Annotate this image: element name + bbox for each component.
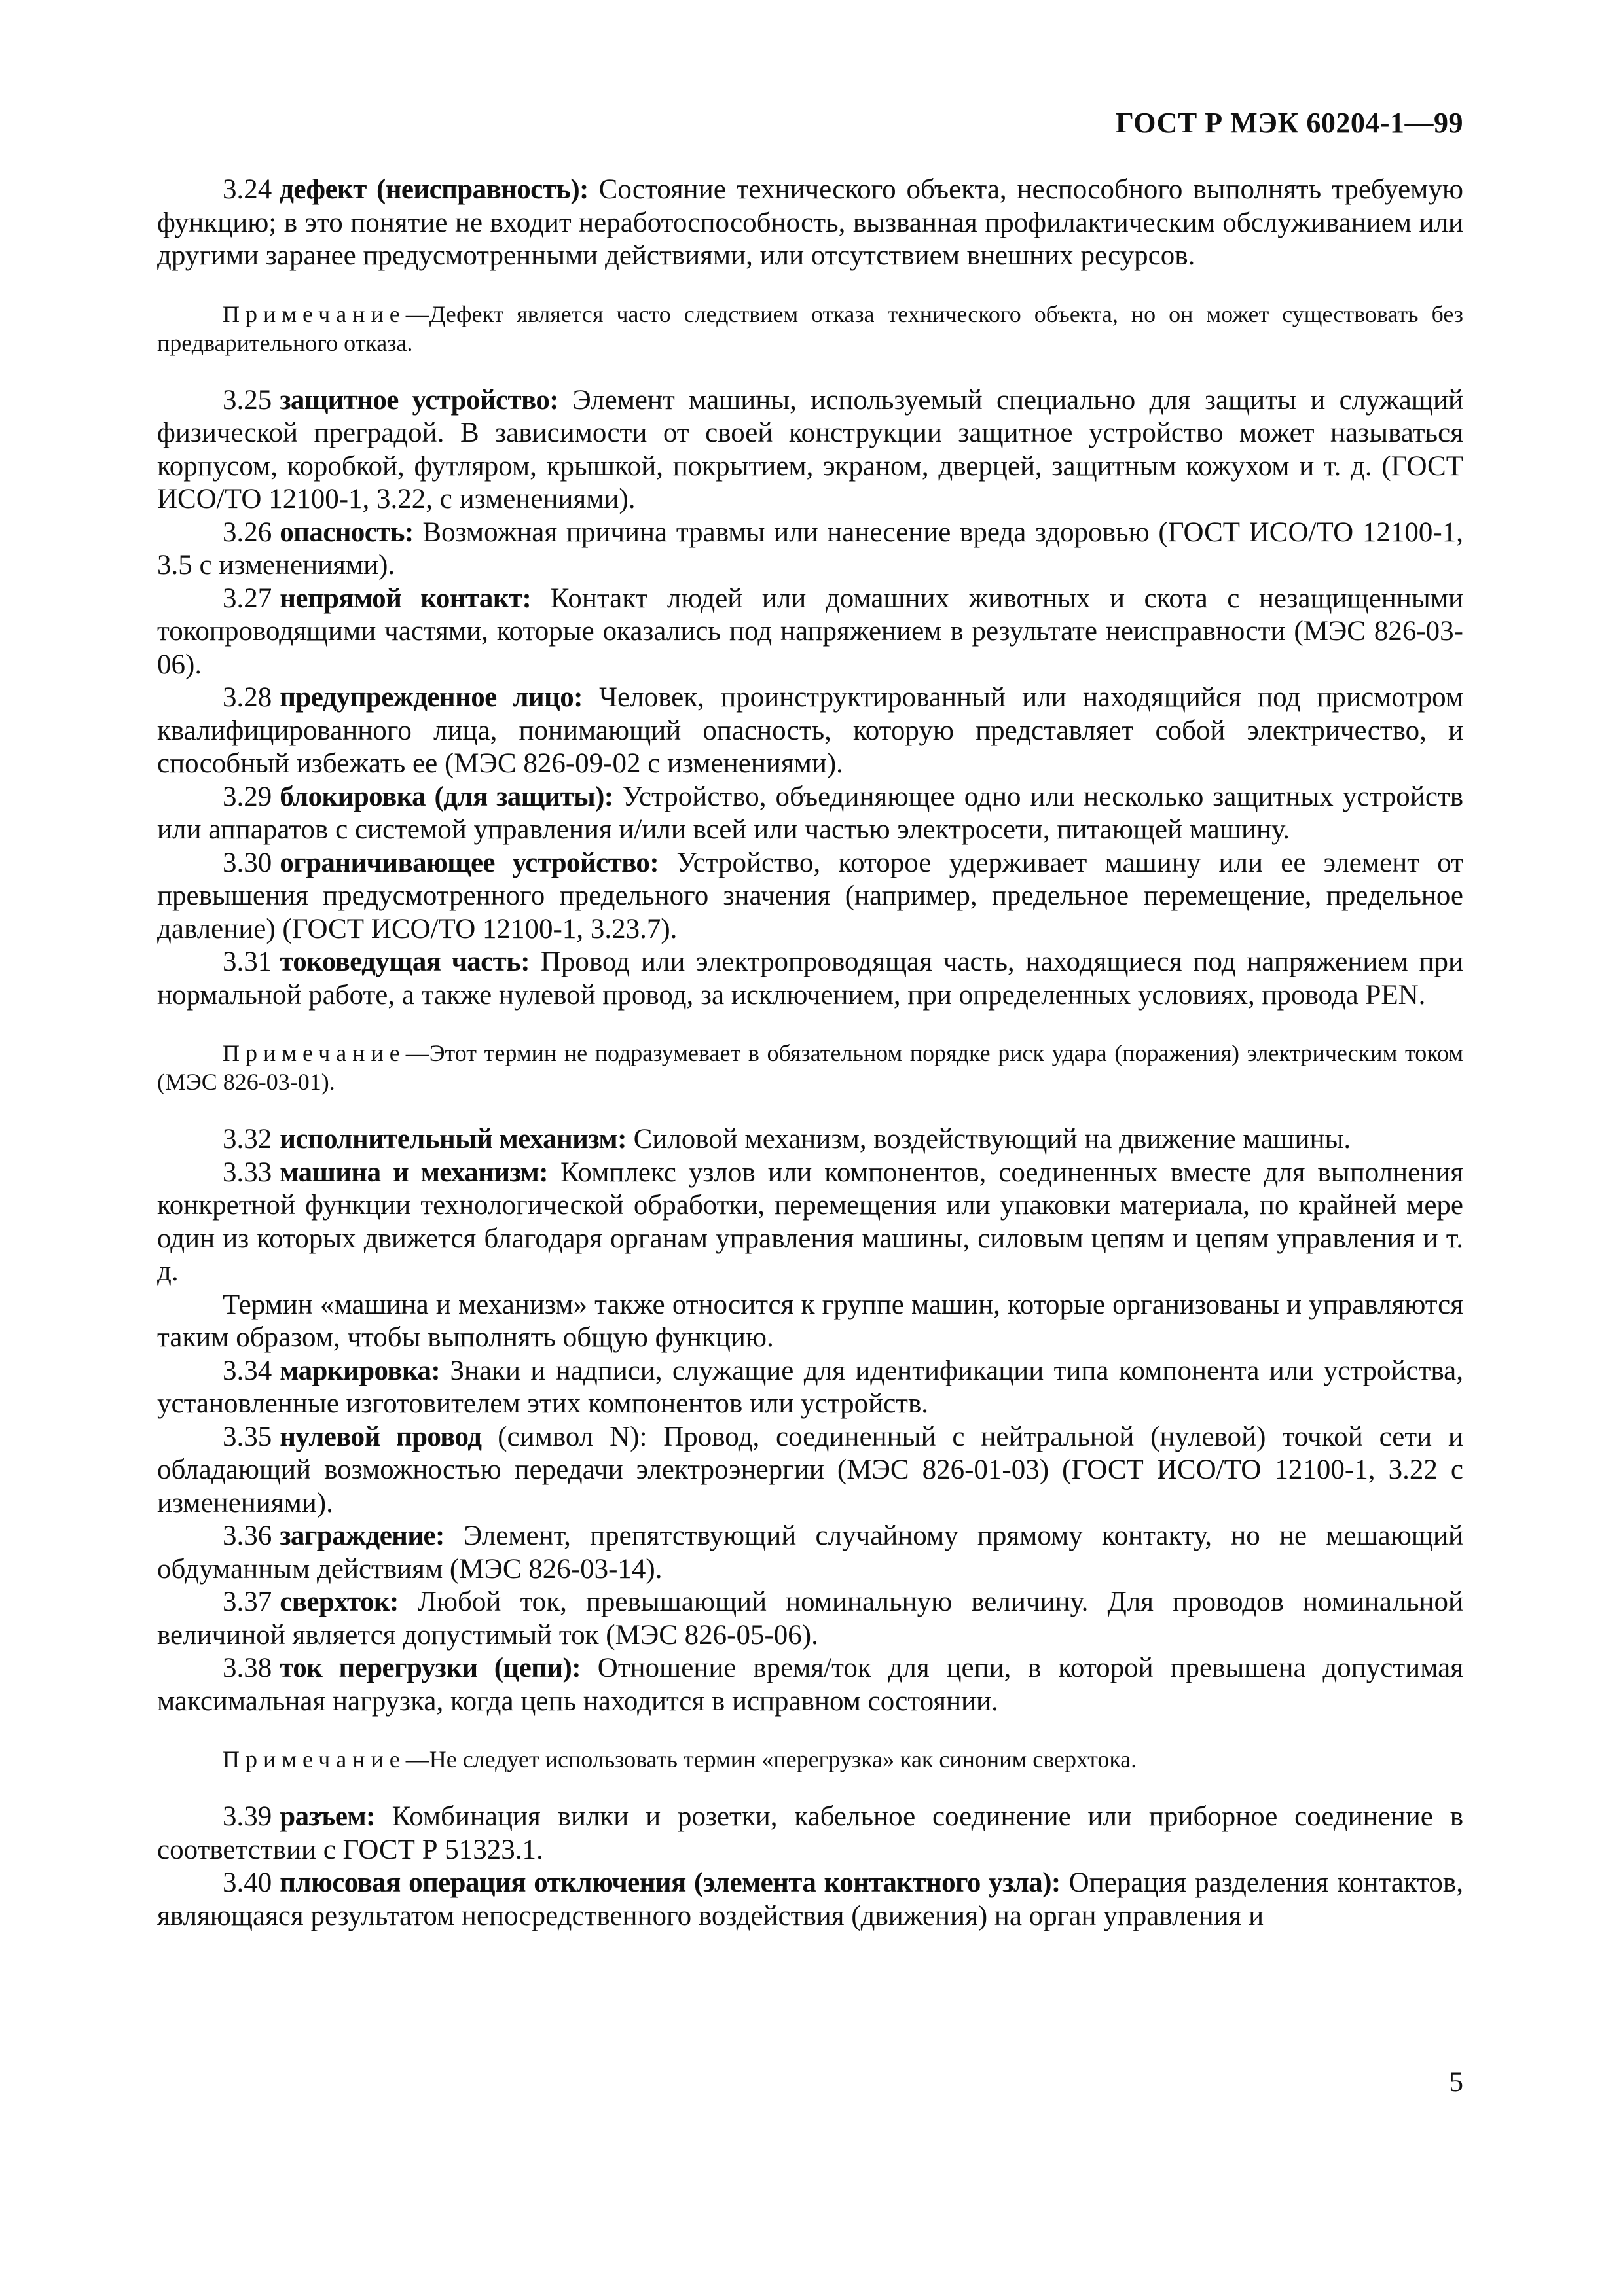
definition-3-29	[157, 781, 1463, 847]
clause-number: 3.29	[223, 781, 272, 812]
definition-continuation	[157, 1289, 1463, 1355]
defined-term: ограничивающее устройство:	[280, 847, 659, 878]
definition-text: Любой ток, превышающий номинальную величину. Для проводов номинальной величиной является допустимый ток (МЭС 826-05-06).	[157, 1587, 1463, 1651]
definition-text: Знаки и надписи, служащие для идентификации типа компонента или устройства, установленные изготовителем этих компонентов или устройств.	[157, 1355, 1463, 1419]
note-paragraph	[157, 300, 1463, 357]
note-label: Примечание	[223, 1040, 406, 1066]
defined-term: исполнительный механизм:	[280, 1124, 627, 1155]
clause-number: 3.37	[223, 1587, 272, 1617]
defined-term: плюсовая операция отключения (элемента контактного узла):	[280, 1867, 1061, 1898]
definition-3-27	[157, 583, 1463, 682]
definition-3-34	[157, 1355, 1463, 1421]
definition-text: Элемент машины, используемый специально для защиты и служащий физической преградой. В зависимости от своей конструкции защитное устройство может называться корпусом, коробкой, футляром, крышкой, покрытием, экраном, дверцей, защитным кожухом и т. д. (ГОСТ ИСО/ТО 12100-1, 3.22, с изменениями).	[157, 384, 1463, 514]
page-number: 5	[1449, 2067, 1463, 2098]
note-label: Примечание	[223, 300, 406, 327]
defined-term: машина и механизм:	[280, 1157, 548, 1188]
defined-term: заграждение:	[280, 1520, 445, 1551]
defined-term: опасность:	[280, 516, 414, 548]
defined-term: предупрежденное лицо:	[280, 682, 583, 713]
clause-number: 3.36	[223, 1520, 272, 1551]
clause-number: 3.24	[223, 174, 272, 205]
definition-text: Провод или электропроводящая часть, находящиеся под напряжением при нормальной работе, а также нулевой провод, за исключением, при определенных условиях, провода PEN.	[157, 946, 1463, 1011]
clause-number: 3.34	[223, 1355, 272, 1386]
defined-term: разъем:	[280, 1801, 375, 1832]
definition-3-36	[157, 1520, 1463, 1586]
defined-term: блокировка (для защиты):	[280, 781, 613, 812]
definition-3-31	[157, 946, 1463, 1012]
document-body	[157, 173, 1463, 1933]
definition-3-24	[157, 173, 1463, 273]
definition-text: Устройство, объединяющее одно или несколько защитных устройств или аппаратов с системой управления и/или всей или частью электросети, питающей машину.	[157, 781, 1464, 845]
definition-3-37	[157, 1586, 1463, 1652]
clause-number: 3.38	[223, 1653, 272, 1683]
definition-3-28	[157, 681, 1463, 781]
defined-term: непрямой контакт:	[280, 583, 532, 614]
note-text: Дефект является часто следствием отказа технического объекта, но он может существовать без предварительного отказа.	[157, 300, 1463, 356]
clause-number: 3.28	[223, 682, 272, 713]
definition-text: Термин «машина и механизм» также относится к группе машин, которые организованы и управляются таким образом, чтобы выполнять общую функцию.	[157, 1289, 1463, 1353]
definition-text: Возможная причина травмы или нанесение вреда здоровью (ГОСТ ИСО/ТО 12100-1, 3.5 с изменениями).	[157, 516, 1463, 581]
defined-term: сверхток:	[280, 1587, 399, 1617]
definition-3-39	[157, 1801, 1463, 1867]
definition-text: Состояние технического объекта, неспособного выполнять требуемую функцию; в это понятие не входит неработоспособность, вызванная профилактическим обслуживанием или другими заранее предусмотренными действиями, или отсутствием внешних ресурсов.	[157, 174, 1463, 271]
definition-3-35	[157, 1421, 1463, 1520]
note-dash: —	[405, 1746, 429, 1772]
definition-3-30	[157, 847, 1463, 946]
definition-text: Комплекс узлов или компонентов, соединенных вместе для выполнения конкретной функции технологической обработки, перемещения или упаковки материала, по крайней мере один из которых движется благодаря органам управления машины, силовым цепям и цепям управления и т. д.	[157, 1157, 1463, 1287]
definition-3-25	[157, 384, 1463, 516]
clause-number: 3.30	[223, 847, 272, 878]
defined-term: защитное устройство:	[280, 384, 558, 416]
clause-number: 3.33	[223, 1157, 272, 1188]
defined-term: маркировка:	[280, 1355, 441, 1386]
definition-text: Силовой механизм, воздействующий на движение машины.	[626, 1124, 1351, 1155]
defined-term: нулевой провод	[280, 1421, 482, 1452]
clause-number: 3.39	[223, 1801, 272, 1832]
defined-term: дефект (неисправность):	[280, 174, 589, 205]
clause-number: 3.26	[223, 516, 272, 548]
definition-text: Комбинация вилки и розетки, кабельное соединение или приборное соединение в соответствии с ГОСТ Р 51323.1.	[157, 1801, 1463, 1865]
definition-text: (символ N): Провод, соединенный с нейтральной (нулевой) точкой сети и обладающий возможностью передачи электроэнергии (МЭС 826-01-03) (ГОСТ ИСО/ТО 12100-1, 3.22 с изменениями).	[157, 1421, 1463, 1518]
definition-text: Элемент, препятствующий случайному прямому контакту, но не мешающий обдуманным действиям (МЭС 826-03-14).	[157, 1520, 1463, 1585]
defined-term: ток перегрузки (цепи):	[280, 1653, 581, 1683]
definition-3-33	[157, 1157, 1463, 1289]
defined-term: токоведущая часть:	[280, 946, 530, 977]
clause-number: 3.40	[223, 1867, 272, 1898]
definition-text: Контакт людей или домашних животных и скота с незащищенными токопроводящими частями, которые оказались под напряжением в результате неисправности (МЭС 826-03-06).	[157, 583, 1463, 680]
note-text: Этот термин не подразумевает в обязательном порядке риск удара (поражения) электрическим током (МЭС 826-03-01).	[157, 1040, 1463, 1095]
note-dash: —	[405, 300, 429, 327]
note-text: Не следует использовать термин «перегрузка» как синоним сверхтока.	[429, 1746, 1137, 1772]
clause-number: 3.31	[223, 946, 272, 977]
note-dash: —	[405, 1040, 429, 1066]
clause-number: 3.32	[223, 1124, 272, 1155]
definition-3-38	[157, 1652, 1463, 1718]
standard-code-header: ГОСТ Р МЭК 60204-1—99	[1115, 107, 1463, 139]
note-label: Примечание	[223, 1746, 406, 1772]
definition-3-32	[157, 1123, 1463, 1157]
note-paragraph	[157, 1745, 1463, 1774]
clause-number: 3.35	[223, 1421, 272, 1452]
note-paragraph	[157, 1039, 1463, 1096]
clause-number: 3.25	[223, 384, 272, 416]
definition-text: Устройство, которое удерживает машину или ее элемент от превышения предусмотренного предельного значения (например, предельное перемещение, предельное давление) (ГОСТ ИСО/ТО 12100-1, 3.23.7).	[157, 847, 1463, 944]
definition-text: Операция разделения контактов, являющаяся результатом непосредственного воздействия (движения) на орган управления и	[157, 1867, 1463, 1931]
definition-3-40	[157, 1867, 1463, 1933]
clause-number: 3.27	[223, 583, 272, 614]
definition-3-26	[157, 516, 1463, 583]
definition-text: Человек, проинструктированный или находящийся под присмотром квалифицированного лица, понимающий опасность, которую представляет собой электричество, и способный избежать ее (МЭС 826-09-02 с изменениями).	[157, 682, 1463, 779]
definition-text: Отношение время/ток для цепи, в которой превышена допустимая максимальная нагрузка, когда цепь находится в исправном состоянии.	[157, 1653, 1463, 1717]
